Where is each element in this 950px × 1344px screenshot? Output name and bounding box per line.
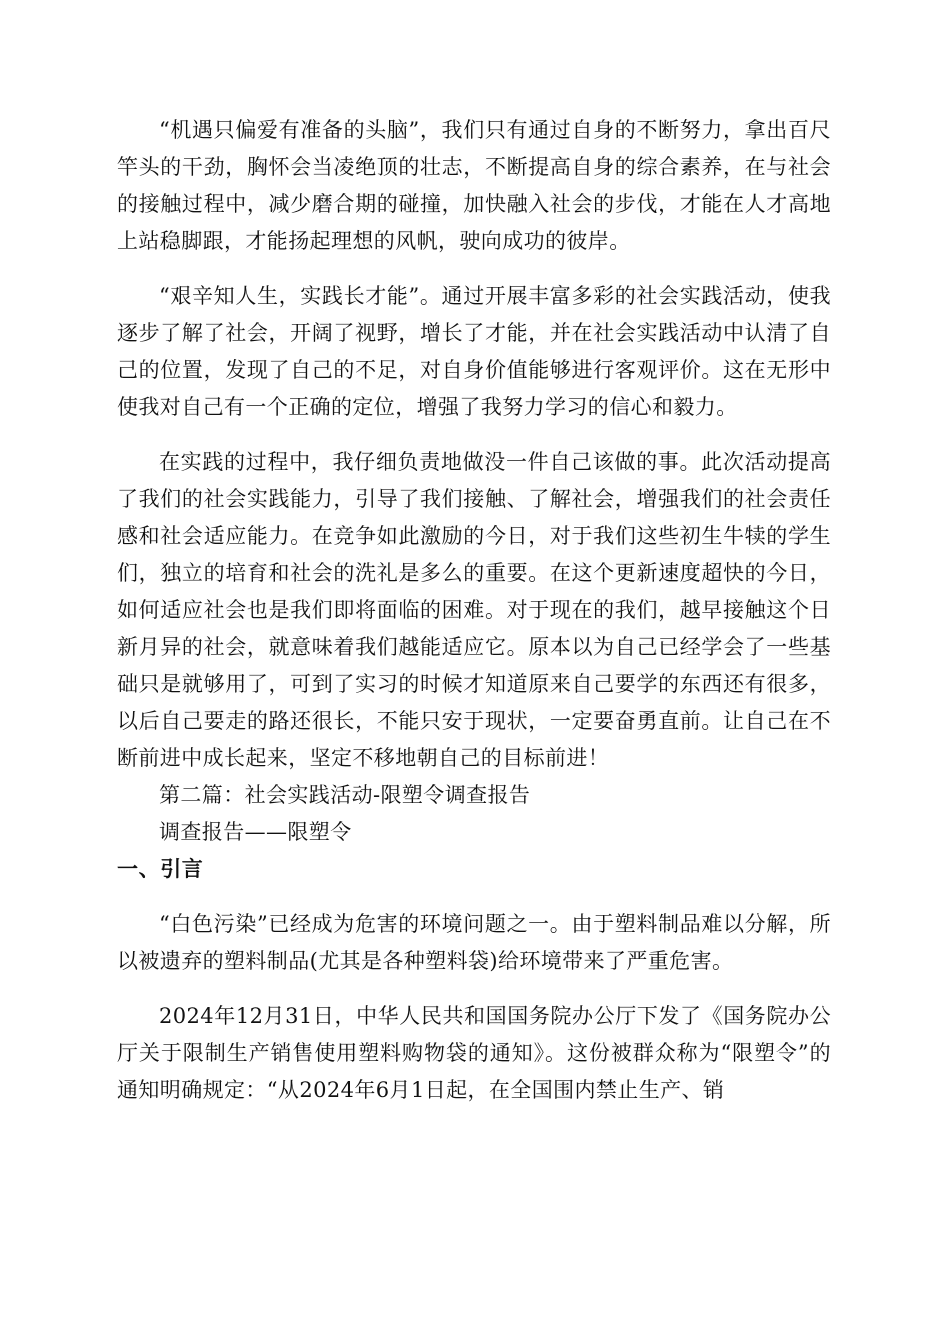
body-paragraph: “机遇只偏爱有准备的头脑”，我们只有通过自身的不断努力，拿出百尺竿头的干劲，胸怀会当凌绝顶的壮志，不断提高自身的综合素养，在与社会的接触过程中，减少磨合期的碰撞，加快融入社会的步伐，才能在人才高地上站稳脚跟，才能扬起理想的风帆，驶向成功的彼岸。: [117, 118, 831, 253]
section-heading: 一、引言: [117, 857, 204, 881]
body-paragraph: “白色污染”已经成为危害的环境问题之一。由于塑料制品难以分解，所以被遗弃的塑料制品(尤其是各种塑料袋)给环境带来了严重危害。: [117, 912, 831, 973]
body-paragraph: 在实践的过程中，我仔细负责地做没一件自己该做的事。此次活动提高了我们的社会实践能力，引导了我们接触、了解社会，增强我们的社会责任感和社会适应能力。在竞争如此激励的今日，对于我们这些初生牛犊的学生们，独立的培育和社会的洗礼是多么的重要。在这个更新速度超快的今日，如何适应社会也是我们即将面临的困难。对于现在的我们，越早接触这个日新月异的社会，就意味着我们越能适应它。原本以为自己已经学会了一些基础只是就够用了，可到了实习的时候才知道原来自己要学的东西还有很多，以后自己要走的路还很长，不能只安于现状，一定要奋勇直前。让自己在不断前进中成长起来，坚定不移地朝自己的目标前进！: [117, 450, 831, 770]
chapter-title: 第二篇：社会实践活动-限塑令调查报告: [159, 783, 531, 807]
body-paragraph: “艰辛知人生，实践长才能”。通过开展丰富多彩的社会实践活动，使我逐步了解了社会，开阔了视野，增长了才能，并在社会实践活动中认清了自己的位置，发现了自己的不足，对自身价值能够进行客观评价。这在无形中使我对自己有一个正确的定位，增强了我努力学习的信心和毅力。: [117, 284, 831, 419]
report-title: 调查报告——限塑令: [159, 820, 352, 844]
document-page: [117, 112, 831, 1109]
body-paragraph: 2024年12月31日，中华人民共和国国务院办公厅下发了《国务院办公厅关于限制生产销售使用塑料购物袋的通知》。这份被群众称为“限塑令”的通知明确规定：“从2024年6月1日起，在全国围内禁止生产、销: [117, 1004, 831, 1102]
